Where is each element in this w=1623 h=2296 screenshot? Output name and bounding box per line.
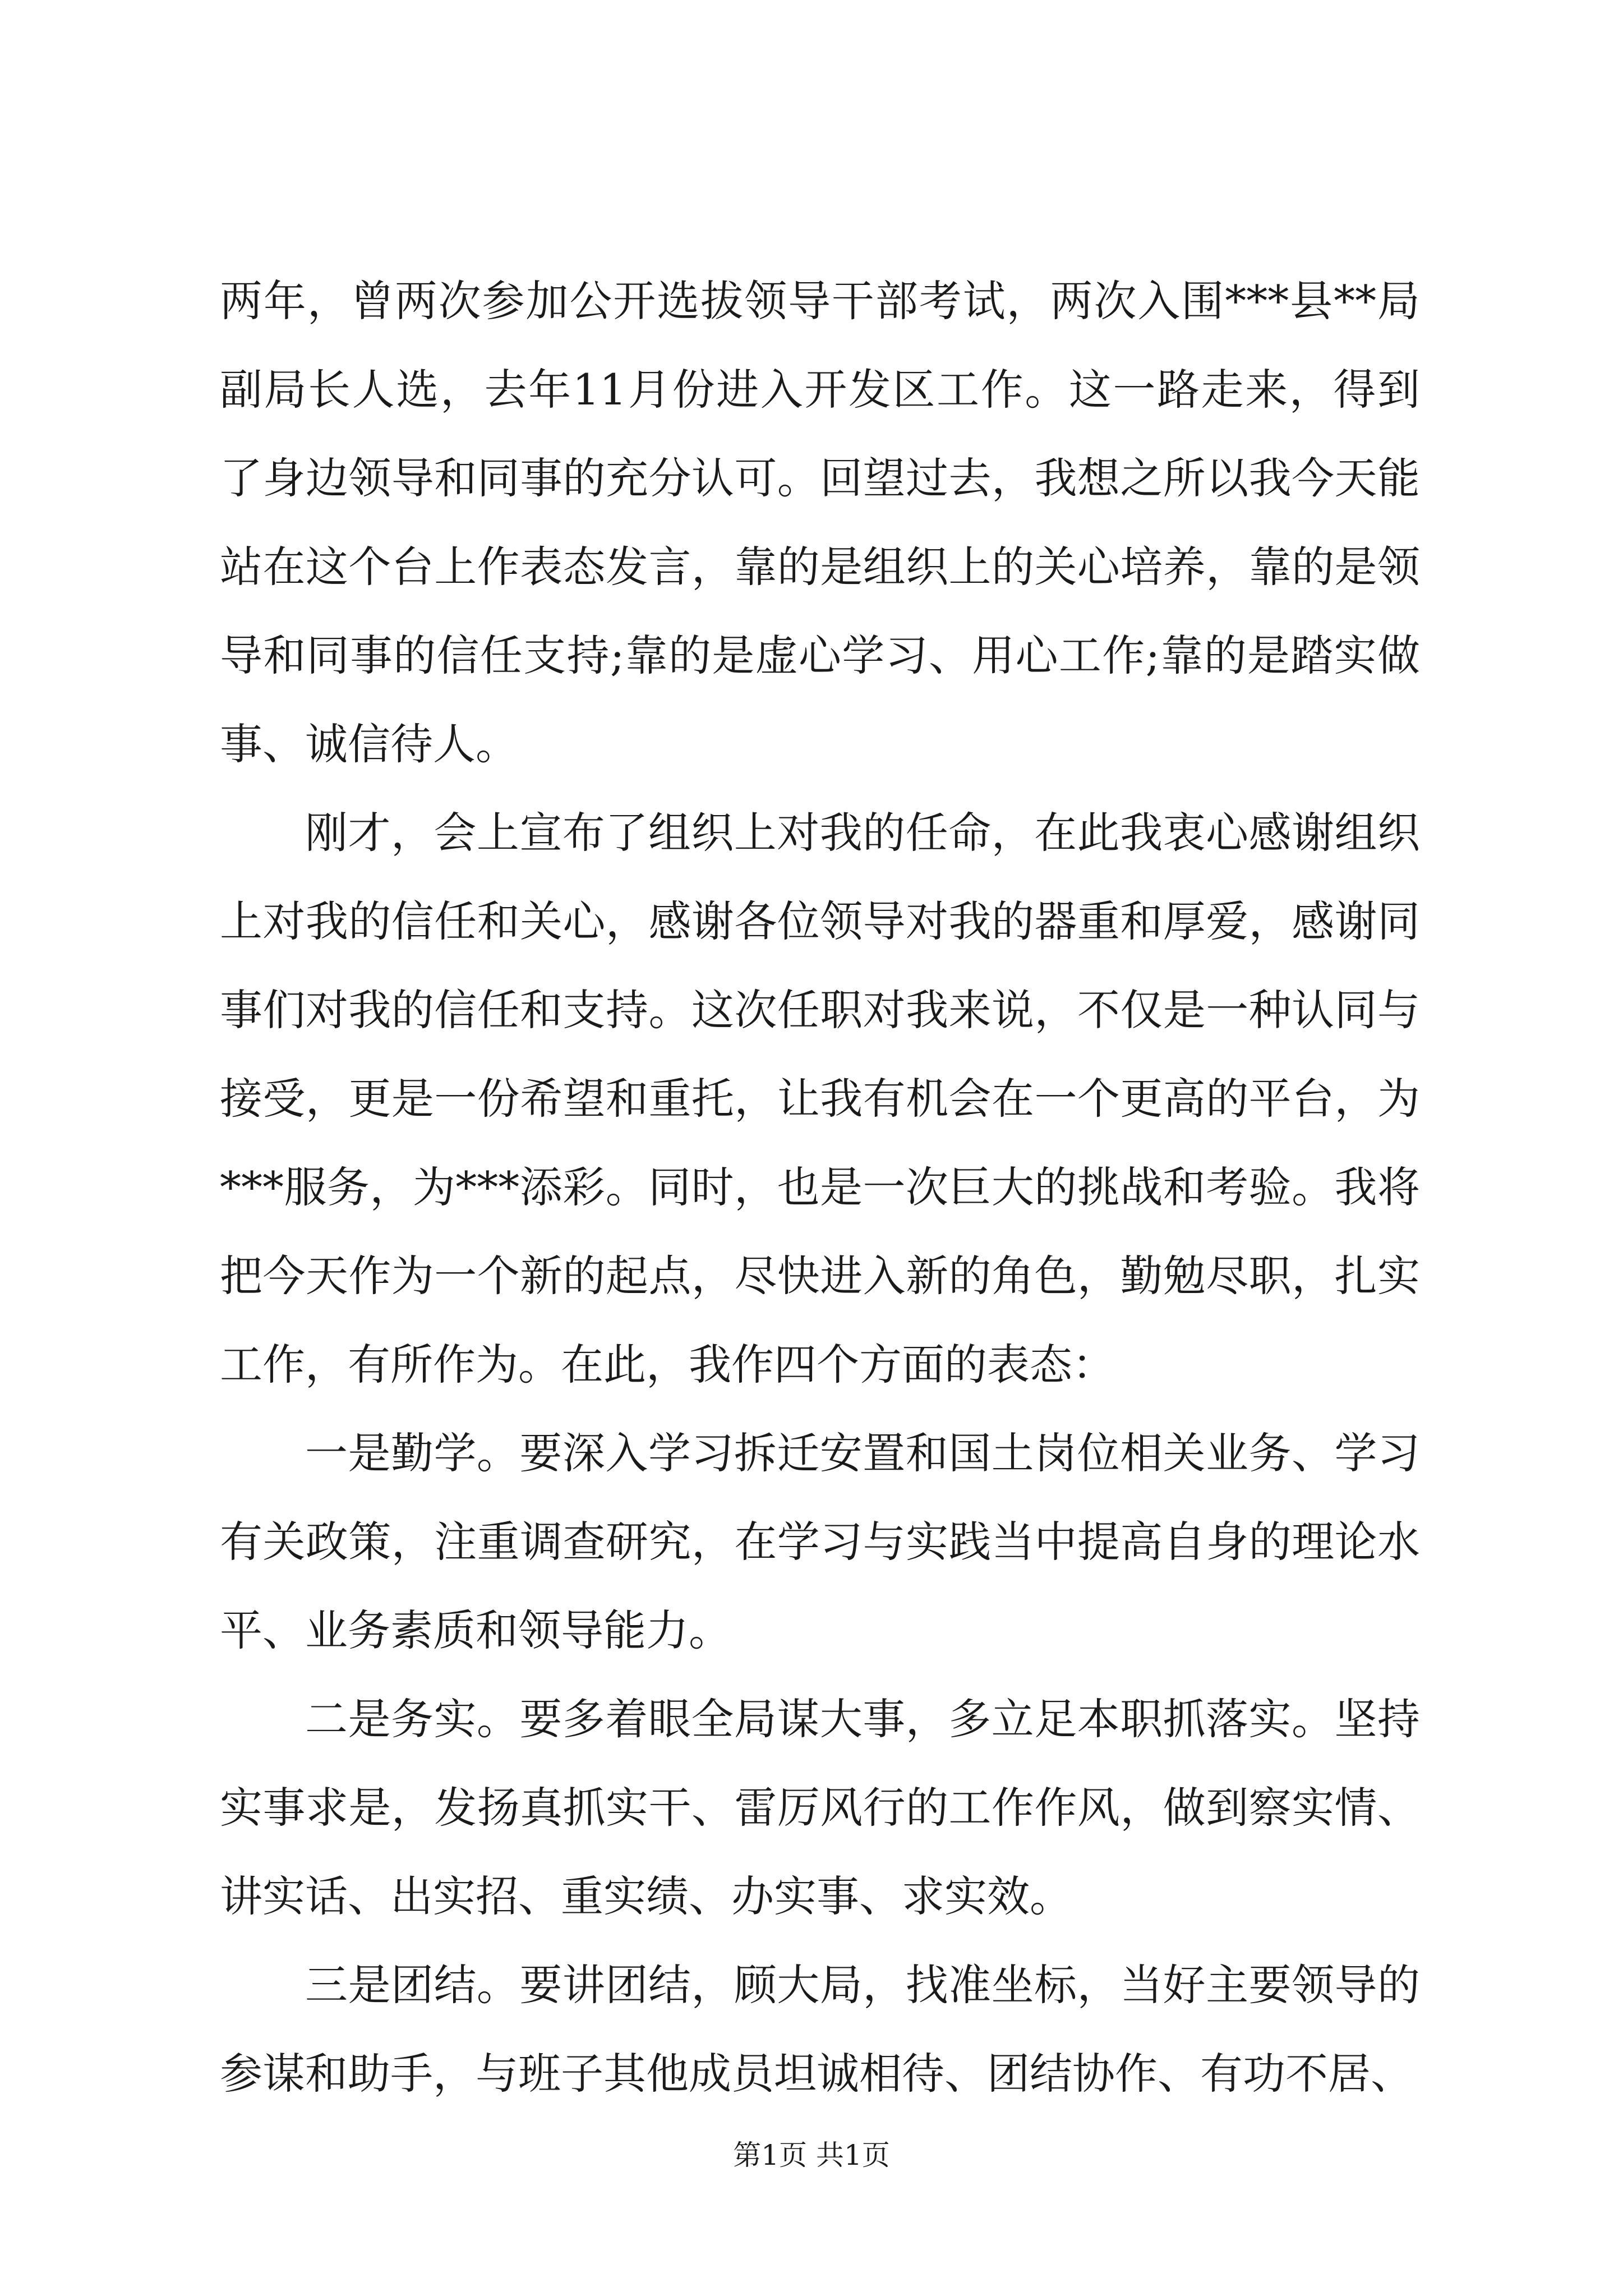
document-body — [220, 257, 1420, 2118]
paragraph-1: 两年，曾两次参加公开选拔领导干部考试，两次入围***县**局副局长人选，去年11月份进入开发区工作。这一路走来，得到了身边领导和同事的充分认可。回望过去，我想之所以我今天能站在这个台上作表态发言，靠的是组织上的关心培养，靠的是领导和同事的信任支持;靠的是虚心学习、用心工作;靠的是踏实做事、诚信待人。 — [220, 276, 1420, 769]
paragraph-2: 刚才，会上宣布了组织上对我的任命，在此我衷心感谢组织上对我的信任和关心，感谢各位领导对我的器重和厚爱，感谢同事们对我的信任和支持。这次任职对我来说，不仅是一种认同与接受，更是一份希望和重托，让我有机会在一个更高的平台，为***服务，为***添彩。同时，也是一次巨大的挑战和考验。我将把今天作为一个新的起点，尽快进入新的角色，勤勉尽职，扎实工作，有所作为。在此，我作四个方面的表态： — [220, 808, 1420, 1389]
paragraph-3: 一是勤学。要深入学习拆迁安置和国土岗位相关业务、学习有关政策，注重调查研究，在学习与实践当中提高自身的理论水平、业务素质和领导能力。 — [220, 1428, 1420, 1655]
paragraph-4: 二是务实。要多着眼全局谋大事，多立足本职抓落实。坚持实事求是，发扬真抓实干、雷厉风行的工作作风，做到察实情、讲实话、出实招、重实绩、办实事、求实效。 — [220, 1694, 1420, 1921]
paragraph-5: 三是团结。要讲团结，顾大局，找准坐标，当好主要领导的参谋和助手，与班子其他成员坦诚相待、团结协作、有功不居、 — [220, 1960, 1420, 2099]
page-number-footer: 第1页 共1页 — [733, 2139, 890, 2171]
